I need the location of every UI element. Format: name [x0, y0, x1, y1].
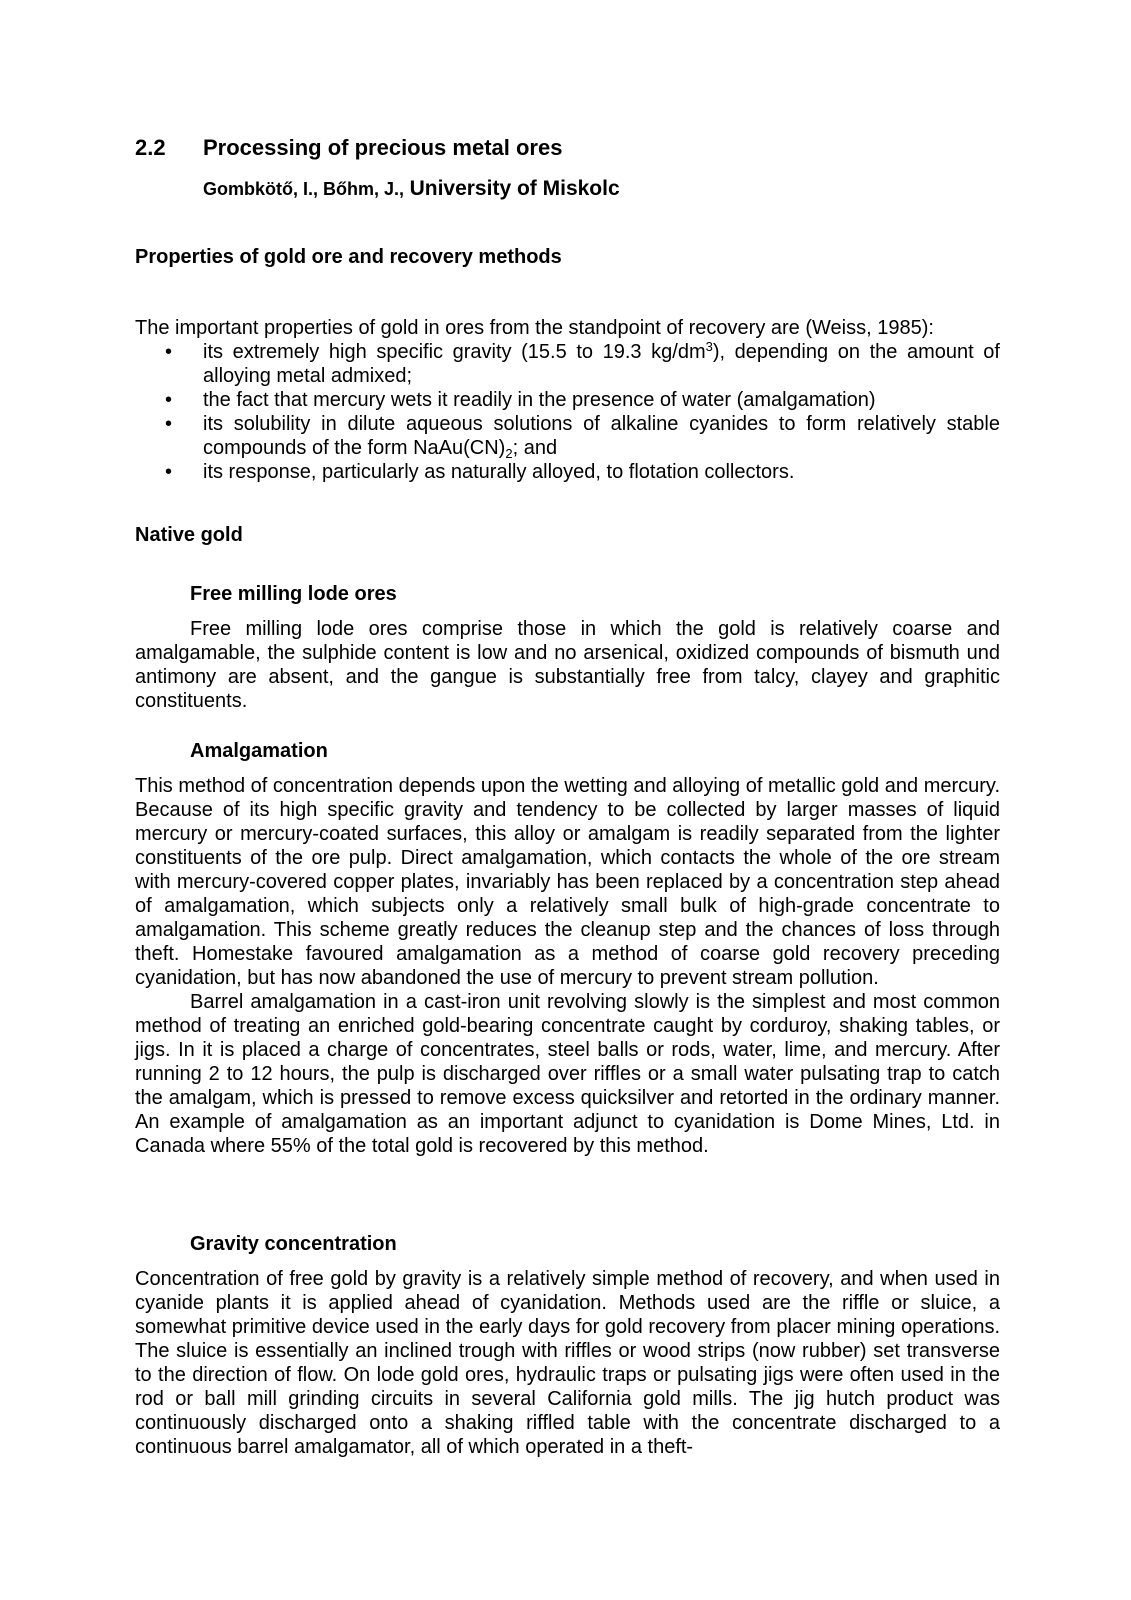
list-item: • its extremely high specific gravity (15.5 to 19.3 $kg/dm^3$), depending on the amount of alloying metal admixed;: [165, 339, 1000, 387]
list-item: • the fact that mercury wets it readily in the presence of water (amalgamation): [165, 389, 876, 411]
properties-heading-block: [135, 244, 1000, 270]
subsubsection-heading: Free milling lode ores: [190, 583, 397, 605]
native-gold-block: [135, 522, 1000, 548]
subsection-heading: Native gold: [135, 524, 243, 546]
amalgamation-block: [135, 738, 1000, 1158]
subsubsection-heading: Gravity concentration: [190, 1233, 397, 1255]
gravity-block: [135, 1231, 1000, 1459]
paragraph: This method of concentration depends upon the wetting and alloying of metallic gold and mercury. Because of its high specific gravity and tendency to be collected by larger masses of liquid mercury or mercury-coated surfaces, this alloy or amalgam is readily separated from the lighter constituents of the ore pulp. Direct amalgamation, which contacts the whole of the ore stream with mercury-covered copper plates, invariably has been replaced by a concentration step ahead of amalgamation, which subjects only a relatively small bulk of high-grade concentrate to amalgamation. This scheme greatly reduces the cleanup step and the chances of loss through theft. Homestake favoured amalgamation as a method of coarse gold recovery preceding cyanidation, but has now abandoned the use of mercury to prevent stream pollution.: [135, 775, 1000, 989]
paragraph: Free milling lode ores comprise those in which the gold is relatively coarse and amalgamable, the sulphide content is low and no arsenical, oxidized compounds of bismuth und antimony are absent, and the gangue is substantially free from talcy, clayey and graphitic constituents.: [135, 618, 1000, 712]
author-affiliation: University of Miskolc: [409, 177, 620, 200]
paragraph: Barrel amalgamation in a cast-iron unit revolving slowly is the simplest and most common method of treating an enriched gold-bearing concentrate caught by corduroy, shaking tables, or jigs. In it is placed a charge of concentrates, steel balls or rods, water, lime, and mercury. After running 2 to 12 hours, the pulp is discharged over riffles or a small water pulsating trap to catch the amalgam, which is pressed to remove excess quicksilver and retorted in the ordinary manner. An example of amalgamation as an important adjunct to cyanidation is Dome Mines, Ltd. in Canada where 55% of the total gold is recovered by this method.: [135, 991, 1000, 1157]
bullet-marker: •: [165, 341, 173, 363]
subsubsection-heading: Amalgamation: [190, 740, 328, 762]
bullet-marker: •: [165, 413, 173, 435]
properties-block: [135, 316, 1000, 484]
list-item: • its response, particularly as naturally alloyed, to flotation collectors.: [165, 461, 795, 483]
section-heading: [135, 133, 562, 163]
list-item: • its solubility in dilute aqueous solutions of alkaline cyanides to form relatively stable compounds of the form $NaAu(CN)_2$; and: [165, 413, 1000, 461]
section-title: Processing of precious metal ores: [203, 135, 563, 160]
bullet-list: [135, 340, 1000, 484]
intro-paragraph: The important properties of gold in ores from the standpoint of recovery are (Weiss, 1985):: [135, 317, 934, 339]
subsection-heading: Properties of gold ore and recovery methods: [135, 246, 562, 268]
author-names: Gombkötő, I., Bőhm, J.,: [203, 179, 405, 199]
authors-line: [203, 175, 620, 203]
free-milling-block: [135, 581, 1000, 713]
paragraph: Concentration of free gold by gravity is a relatively simple method of recovery, and when used in cyanide plants it is applied ahead of cyanidation. Methods used are the riffle or sluice, a somewhat primitive device used in the early days for gold recovery from placer mining operations. The sluice is essentially an inclined trough with riffles or wood strips (now rubber) set transverse to the direction of flow. On lode gold ores, hydraulic traps or pulsating jigs were often used in the rod or ball mill grinding circuits in several California gold mills. The jig hutch product was continuously discharged onto a shaking riffled table with the concentrate discharged to a continuous barrel amalgamator, all of which operated in a theft-: [135, 1268, 1000, 1458]
section-number: 2.2: [135, 135, 166, 160]
bullet-marker: •: [165, 389, 173, 411]
bullet-marker: •: [165, 461, 173, 483]
